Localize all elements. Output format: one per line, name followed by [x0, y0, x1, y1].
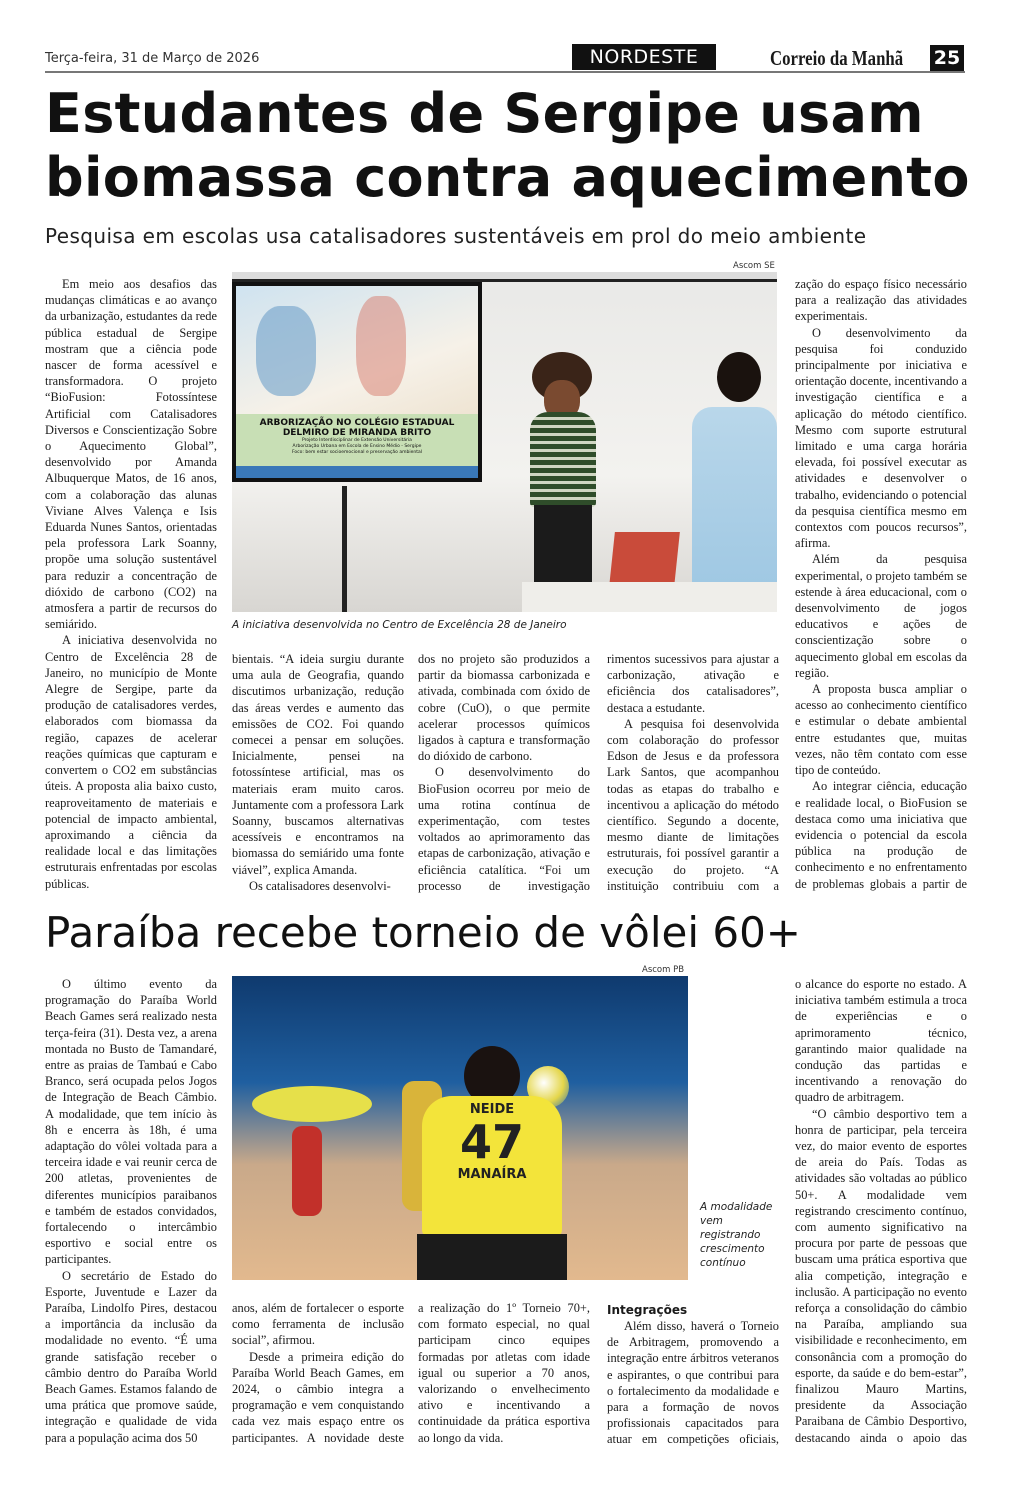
paragraph: Além da pesquisa experimental, o projeto também se estende à área educacional, com o desenvolvimento de jogos educativos e ações de conscientização sobre o aquecimento global em escolas da região. — [795, 552, 967, 680]
article2-headline: Paraíba recebe torneio de vôlei 60+ — [45, 908, 801, 957]
paragraph: “O câmbio desportivo tem a honra de participar, pela terceira vez, do maior evento de esportes de areia do País. Todas as atividades são voltadas ao público 50+. A modalidade vem registrando crescimento contínuo, com aumento significativo na procura por parte de pessoas que buscam uma prática esportiva que alia competição, integração e inclusão. A participação no evento reforça a consolidação do câmbio na Paraíba, ampliando sua visibilidade e reconhecimento, em consonância com a promoção do esporte, da saúde e do bem-estar”, finalizou Mauro Martins, presidente da Associação Paraibana de Câmbio Desportivo, destacando ainda o apoio das — [795, 1106, 967, 1445]
article1-column-3 — [418, 651, 590, 894]
paragraph: rimentos sucessivos para ajustar a carbonização, ativação e eficiência dos catalisadores”, destaca a estudante. — [607, 652, 779, 715]
article1-photo-credit: Ascom SE — [733, 261, 775, 271]
paragraph: dos no projeto são produzidos a partir da biomassa carbonizada e ativada, combinada com óxido de cobre (CuO), o que permite acelerar processos químicos ligados à captura e transformação do dióxido de carbono. — [418, 652, 590, 764]
newspaper-logo: Correio da Manhã — [770, 46, 904, 70]
paragraph: O desenvolvimento da pesquisa foi conduzido principalmente por iniciativa e orientação docente, incentivando a investigação científica e a aplicação do método científico. Mesmo com suporte estrutural limitado e uma carga horária elevada, foi possível executar as atividades e desenvolver o trabalho, evidenciando o potencial da pesquisa científica mesmo em contextos com poucos recursos”, afirma. — [795, 325, 967, 551]
article1-headline: Estudantes de Sergipe usam biomassa contra aquecimento — [45, 82, 970, 209]
paragraph: anos, além de fortalecer o esporte como ferramenta de inclusão social”, afirmou. — [232, 1301, 404, 1348]
slide-line: Arborização Urbana em Escola de Ensino Médio - Sergipe — [292, 444, 422, 449]
article1-column-2 — [232, 651, 404, 894]
paragraph: bientais. “A ideia surgiu durante uma aula de Geografia, quando discutimos urbanização, redução das áreas verdes e aumento das emissões de CO2. Foi quando comecei a pensar em soluções. Inicialmente, pensei na fotossíntese artificial, mas os materiais eram muito caros. Juntamente com a professora Lark Soanny, buscamos alternativas acessíveis e encontramos na biomassa do semiárido uma fonte viável”, explica Amanda. — [232, 652, 404, 877]
article2-column-3 — [418, 1300, 590, 1446]
slide-title: ARBORIZAÇÃO NO COLÉGIO ESTADUAL — [259, 418, 455, 428]
paragraph: Além disso, haverá o Torneio de Arbitragem, promovendo a integração entre árbitros veteranos e aspirantes, o que contribui para o fortalecimento da modalidade e para a formação de novos profissionais capacitados para atuar em competições oficiais, — [607, 1319, 779, 1446]
paragraph: O desenvolvimento do BioFusion ocorreu por meio de uma rotina contínua de experimentação, com testes voltados ao aprimoramento das etapas de carbonização, ativação e eficiência catalítica. “Foi um processo de investigação — [418, 765, 590, 893]
article2-column-5 — [795, 976, 967, 1446]
article2-photo-credit: Ascom PB — [642, 965, 685, 975]
paragraph: zação do espaço físico necessário para a realização das atividades experimentais. — [795, 277, 967, 324]
laptop — [609, 532, 680, 587]
paragraph: Em meio aos desafios das mudanças climáticas e ao avanço da urbanização, estudantes da rede pública estadual de Sergipe mostram que a ciência pode nascer de forma acessível e transformadora. O projeto “BioFusion: Fotossíntese Artificial com Catalisadores Diversos e Conscientização Sobre o Aquecimento Global”, desenvolvido por Amanda Albuquerque Matos, de 16 anos, com a colaboração das alunas Viviane Alves Valença e Isis Eduarda Nunes Santos, orientadas pela professora Lark Soanny, propõe uma solução sustentável para reduzir a concentração de dióxido de carbono (CO2) na atmosfera a partir de recursos do semiárido. — [45, 277, 217, 632]
article1-column-5 — [795, 276, 967, 894]
slide-line: Foco: bem estar socioemocional e preservação ambiental — [292, 450, 422, 455]
slide-line: Projeto Interdisciplinar de Extensão Universitária — [302, 438, 412, 443]
tv-screen — [232, 282, 482, 482]
article2-photo — [232, 976, 688, 1280]
jersey-city: MANAÍRA — [457, 1167, 527, 1182]
section-label: NORDESTE — [572, 44, 716, 70]
paragraph: Desde a primeira edição do Paraíba World Beach Games, em 2024, o câmbio integra a programação e vem conquistando cada vez mais espaço entre os participantes. A novidade deste — [232, 1349, 404, 1445]
article2-column-2 — [232, 1300, 404, 1446]
jersey-name: NEIDE — [469, 1102, 515, 1117]
article1-column-1 — [45, 276, 217, 894]
paragraph: A iniciativa desenvolvida no Centro de Excelência 28 de Janeiro, no município de Monte Alegre de Sergipe, parte da produção de catalisadores verdes, elaborados com biomassa da região, capazes de acelerar reações químicas que capturam e convertem o CO2 em substâncias úteis. A proposta alia baixo custo, reaproveitamento de materiais e potencial de impacto ambiental, aproximando a ciência da realidade local e das limitações estruturais enfrentadas por escolas públicas. — [45, 633, 217, 891]
article1-column-4 — [607, 651, 779, 894]
article2-column-4 — [607, 1300, 779, 1446]
paragraph: A proposta busca ampliar o acesso ao conhecimento científico e estimular o debate ambiental entre estudantes que, muitas vezes, não têm contato com esse tipo de conteúdo. — [795, 682, 967, 778]
player-jersey — [422, 1096, 562, 1236]
teacher-figure — [717, 352, 761, 402]
paragraph: a realização do 1º Torneio 70+, com formato especial, no qual participam cinco equipes formadas por atletas com idade igual ou superior a 70 anos, valorizando o envelhecimento ativo e incentivando a continuidade da prática esportiva ao longo da vida. — [418, 1301, 590, 1445]
issue-date: Terça-feira, 31 de Março de 2026 — [45, 51, 260, 66]
page-number: 25 — [930, 45, 964, 71]
article2-column-4-body — [607, 1318, 779, 1446]
article1-photo — [232, 272, 777, 612]
jersey-number: 47 — [459, 1115, 524, 1169]
article2-photo-caption: A modalidade vem registrando crescimento contínuo — [700, 1201, 773, 1269]
article1-photo-caption: A iniciativa desenvolvida no Centro de Excelência 28 de Janeiro — [232, 619, 567, 631]
article2-subheading: Integrações — [607, 1303, 688, 1317]
paragraph — [45, 892, 217, 894]
paragraph: O último evento da programação do Paraíba World Beach Games será realizado nesta terça-feira (31). Desta vez, a arena montada no Busto de Tamandaré, entre as praias de Tambaú e Cabo Branco, será ocupada pelos Jogos de Integração de Beach Câmbio. A modalidade, que tem início às 8h e encerra às 18h, é uma adaptação do vôlei voltada para a terceira idade e vai reunir cerca de 200 atletas, provenientes de diferentes municípios paraibanos e também de estados convidados, fortalecendo o intercâmbio esportivo e social entre os participantes. — [45, 977, 217, 1267]
slide-title-2: DELMIRO DE MIRANDA BRITO — [282, 428, 432, 438]
paragraph: Ao integrar ciência, educação e realidade local, o BioFusion se destaca como uma iniciativa que evidencia o potencial da escola pública na produção de conhecimento e no enfrentamento de problemas globais a partir de — [795, 779, 967, 891]
paragraph: A pesquisa foi desenvolvida com colaboração do professor Edson de Jesus e da professora Lark Santos, que acompanhou todas as etapas do trabalho e incentivou a aplicação do método científico. Segundo a docente, mesmo diante de limitações estruturais, foi possível garantir a execução do projeto. “A instituição contribuiu com a — [607, 716, 779, 893]
paragraph: o alcance do esporte no estado. A iniciativa também estimula a troca de experiências e o aprimoramento técnico, garantindo maior qualidade na condução das partidas e incentivando a renovação do quadro de arbitragem. — [795, 977, 967, 1105]
article1-subheadline: Pesquisa em escolas usa catalisadores sustentáveis em prol do meio ambiente — [45, 224, 867, 248]
header-rule — [45, 71, 965, 73]
paragraph: O secretário de Estado do Esporte, Juventude e Lazer da Paraíba, Lindolfo Pires, destacou a importância da inclusão da modalidade no evento. “É uma grande satisfação receber o câmbio dentro do Paraíba World Beach Games. Estamos falando de uma prática que promove saúde, integração e qualidade de vida para a população acima dos 50 — [45, 1268, 217, 1445]
article2-column-1 — [45, 976, 217, 1446]
paragraph: Os catalisadores desenvolvi- — [249, 878, 391, 893]
